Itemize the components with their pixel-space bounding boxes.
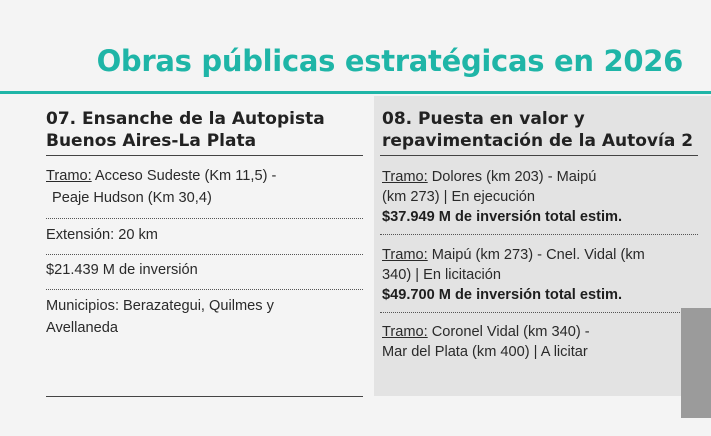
tramo-3-line-2: Mar del Plata (km 400) | A licitar xyxy=(382,344,588,360)
tramo-3-line-1 xyxy=(382,323,590,342)
heading-divider xyxy=(380,155,698,156)
bottom-divider xyxy=(46,396,363,397)
project-08-heading xyxy=(382,108,693,152)
project-07-heading xyxy=(46,108,325,152)
tramo-text: Coronel Vidal (km 340) - xyxy=(427,324,590,340)
project-08-heading-line1: 08. Puesta en valor y xyxy=(382,109,585,129)
tramo-1-amount: $37.949 M de inversión total estim. xyxy=(382,209,623,225)
tramo-1-line-1 xyxy=(382,168,596,187)
project-08-heading-line2: repavimentación de la Autovía 2 xyxy=(382,131,694,151)
heading-divider xyxy=(46,155,363,156)
tramo-1-line-2: (km 273) | En ejecución xyxy=(382,189,536,205)
tramo-line xyxy=(46,167,276,186)
project-07-panel xyxy=(46,96,363,396)
tramo-text: Acceso Sudeste (Km 11,5) - xyxy=(91,168,277,184)
extension-text: Extensión: 20 km xyxy=(46,227,158,243)
tramo-label: Tramo: xyxy=(382,247,428,263)
tramo-2-line-2: 340) | En licitación xyxy=(382,267,501,283)
municipios-line-2: Avellaneda xyxy=(46,320,118,336)
divider xyxy=(380,234,698,235)
side-accent-bar xyxy=(681,308,711,418)
municipios-line-1: Municipios: Berazategui, Quilmes y xyxy=(46,298,274,314)
divider xyxy=(46,254,363,255)
tramo-label: Tramo: xyxy=(382,324,428,340)
divider xyxy=(380,312,698,313)
tramo-2-amount: $49.700 M de inversión total estim. xyxy=(382,287,623,303)
title-underline xyxy=(0,91,711,94)
project-08-panel xyxy=(374,96,711,396)
divider xyxy=(46,218,363,219)
tramo-label: Tramo: xyxy=(382,169,428,185)
project-07-heading-line2: Buenos Aires-La Plata xyxy=(46,131,257,151)
tramo-label: Tramo: xyxy=(46,168,92,184)
divider xyxy=(46,289,363,290)
inversion-text: $21.439 M de inversión xyxy=(46,262,198,278)
tramo-2-line-1 xyxy=(382,246,645,265)
tramo-line-2: Peaje Hudson (Km 30,4) xyxy=(52,190,212,206)
page-title: Obras públicas estratégicas en 2026 xyxy=(96,44,683,78)
tramo-text: Dolores (km 203) - Maipú xyxy=(427,169,597,185)
project-07-heading-line1: 07. Ensanche de la Autopista xyxy=(46,109,325,129)
tramo-text: Maipú (km 273) - Cnel. Vidal (km xyxy=(427,247,645,263)
